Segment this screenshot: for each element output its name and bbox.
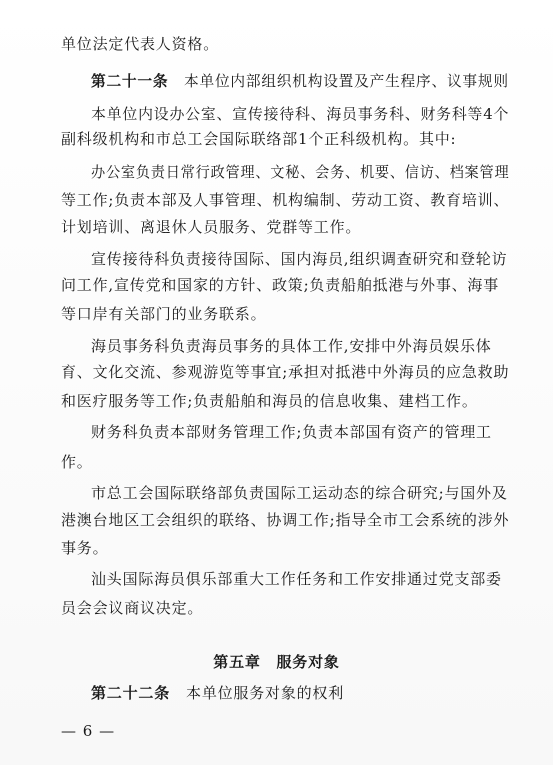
article-number: 第二十一条 <box>91 72 169 90</box>
article-heading-21 <box>91 71 509 91</box>
article-title: 本单位服务对象的权利 <box>186 684 345 702</box>
line-text: 员会会议商议决定。 <box>61 599 204 617</box>
text-line <box>61 129 456 149</box>
line-text: 宣传接待科负责接待国际、国内海员,组织调查研究和登轮访 <box>91 250 508 268</box>
line-text: 单位法定代表人资格。 <box>61 35 220 53</box>
text-line <box>91 422 492 442</box>
text-line <box>91 569 502 589</box>
line-text: 本单位内设办公室、宣传接待科、海员事务科、财务科等4个 <box>91 105 510 123</box>
text-line <box>61 304 266 324</box>
line-text: 等口岸有关部门的业务联系。 <box>61 305 267 323</box>
line-text: 副科级机构和市总工会国际联络部1个正科级机构。其中: <box>61 130 457 148</box>
text-line <box>61 190 509 210</box>
line-text: 市总工会国际联络部负责国际工运动态的综合研究;与国外及 <box>91 484 508 502</box>
line-text: 财务科负责本部财务管理工作;负责本部国有资产的管理工 <box>91 423 492 441</box>
text-line <box>61 217 361 237</box>
line-text: 育、文化交流、参观游览等事宜;承担对抵港中外海员的应急救助 <box>61 363 510 381</box>
line-text: 海员事务科负责海员事务的具体工作,安排中外海员娱乐体 <box>91 337 492 355</box>
line-text: 汕头国际海员俱乐部重大工作任务和工作安排通过党支部委 <box>91 570 502 588</box>
chapter-title: 第五章 服务对象 <box>213 653 340 671</box>
line-text: 问工作,宣传党和国家的方针、政策;负责船舶抵港与外事、海事 <box>61 276 500 294</box>
text-line <box>91 483 508 503</box>
page-number: — 6 — <box>61 722 116 740</box>
text-line <box>61 362 509 382</box>
text-line <box>91 336 492 356</box>
text-line <box>61 452 93 472</box>
line-text: 作。 <box>61 453 93 471</box>
text-line <box>61 34 219 54</box>
text-line <box>61 598 203 618</box>
article-title: 本单位内部组织机构设置及产生程序、议事规则 <box>184 72 509 90</box>
text-line <box>61 510 509 530</box>
text-line <box>61 391 478 411</box>
text-line <box>91 104 509 124</box>
text-line <box>91 249 507 269</box>
article-number: 第二十二条 <box>91 684 171 702</box>
line-text: 港澳台地区工会组织的联络、协调工作;指导全市工会系统的涉外 <box>61 511 510 529</box>
text-line <box>61 275 499 295</box>
text-line <box>91 162 509 182</box>
line-text: 等工作;负责本部及人事管理、机构编制、劳动工资、教育培训、 <box>61 191 510 209</box>
text-line <box>61 538 108 558</box>
line-text: 办公室负责日常行政管理、文秘、会务、机要、信访、档案管理 <box>91 163 510 181</box>
line-text: 和医疗服务等工作;负责船舶和海员的信息收集、建档工作。 <box>61 392 478 410</box>
line-text: 计划培训、离退休人员服务、党群等工作。 <box>61 218 362 236</box>
article-heading-22 <box>91 683 344 703</box>
line-text: 事务。 <box>61 539 109 557</box>
